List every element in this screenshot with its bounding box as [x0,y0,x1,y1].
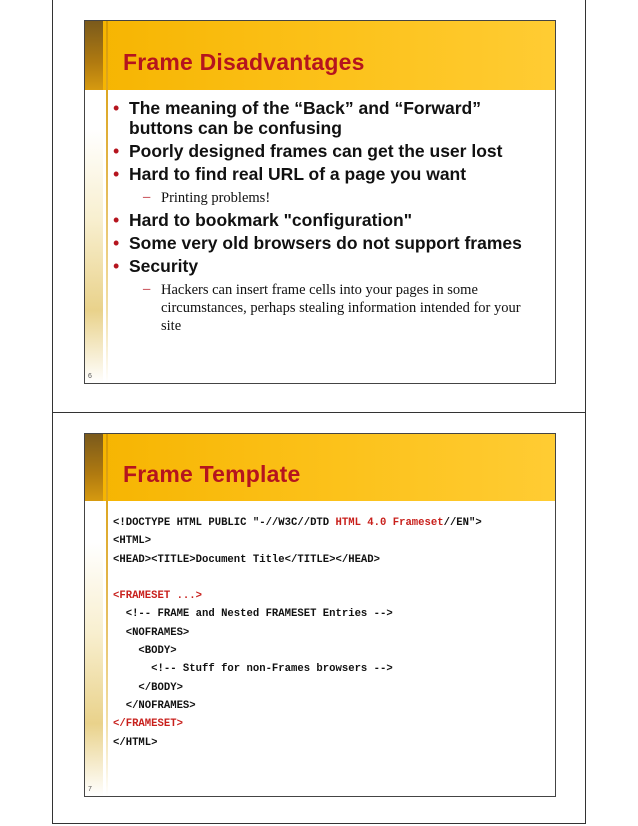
bullet-marker: • [113,210,120,230]
code-line [113,660,482,678]
bullet-item [111,99,541,139]
slide-number: 7 [88,786,92,793]
slide-left-bar-top [85,21,103,90]
code-text: <!DOCTYPE HTML PUBLIC "-//W3C//DTD [113,517,336,529]
bullet-text: Hard to find real URL of a page you want [129,164,467,184]
code-text: <BODY> [113,645,177,658]
slide-title: Frame Template [123,461,301,487]
code-line [113,734,482,752]
bullet-text: The meaning of the “Back” and “Forward” buttons can be confusing [129,98,481,138]
slide-number: 6 [88,373,92,380]
code-text: </NOFRAMES> [113,699,196,712]
code-text: </HTML> [113,736,158,749]
sub-bullet-marker: – [143,281,151,297]
bullet-text: Some very old browsers do not support frames [129,233,522,253]
bullet-list [111,99,541,339]
bullet-text: Hard to bookmark "configuration" [129,210,412,230]
code-line [113,697,482,715]
code-line [113,642,482,660]
slide-frame-template [84,433,556,797]
sub-bullet-marker: – [143,189,151,205]
code-highlight: <FRAMESET ...> [113,590,203,603]
bullet-text: Security [129,256,199,276]
code-text: </BODY> [113,681,183,694]
bullet-text: Poorly designed frames can get the user lost [129,141,503,161]
bullet-marker: • [113,256,120,276]
bullet-marker: • [113,164,120,184]
code-line [113,715,482,733]
bullet-item [111,142,541,162]
code-line [113,532,482,550]
code-text: <NOFRAMES> [113,626,190,639]
sub-bullet-item [143,189,541,207]
slide-title: Frame Disadvantages [123,49,365,75]
sub-bullet-item [143,281,541,335]
bullet-item [111,234,541,254]
code-line [113,514,482,532]
code-line [113,624,482,642]
sub-bullet-text: Printing problems! [161,190,271,206]
bullet-item [111,257,541,335]
code-highlight: </FRAMESET> [113,718,183,731]
code-line [113,605,482,623]
code-line [113,551,482,569]
code-block [113,514,482,752]
slide-left-bar-top [85,434,103,501]
code-text: <HEAD><TITLE>Document Title</TITLE></HEAD> [113,553,381,566]
bullet-marker: • [113,233,120,253]
slide-vertical-rule [106,21,108,383]
code-highlight: HTML 4.0 Frameset [335,517,444,529]
code-line [113,569,482,587]
sub-bullet-list [143,189,541,207]
bullet-marker: • [113,141,120,161]
code-text: <!-- FRAME and Nested FRAMESET Entries --> [113,608,393,621]
code-line [113,679,482,697]
slide-frame-disadvantages [84,20,556,384]
code-line [113,587,482,605]
bullet-item [111,211,541,231]
code-text: <!-- Stuff for non-Frames browsers --> [113,663,393,676]
bullet-item [111,165,541,207]
slide-vertical-rule [106,434,108,796]
bullet-marker: • [113,98,120,118]
sub-bullet-text: Hackers can insert frame cells into your pages in some circumstances, perhaps stealing information intended for your site [161,282,521,334]
code-text: //EN"> [443,517,482,529]
page-divider [52,412,586,413]
code-text: <HTML> [113,535,152,548]
sub-bullet-list [143,281,541,335]
